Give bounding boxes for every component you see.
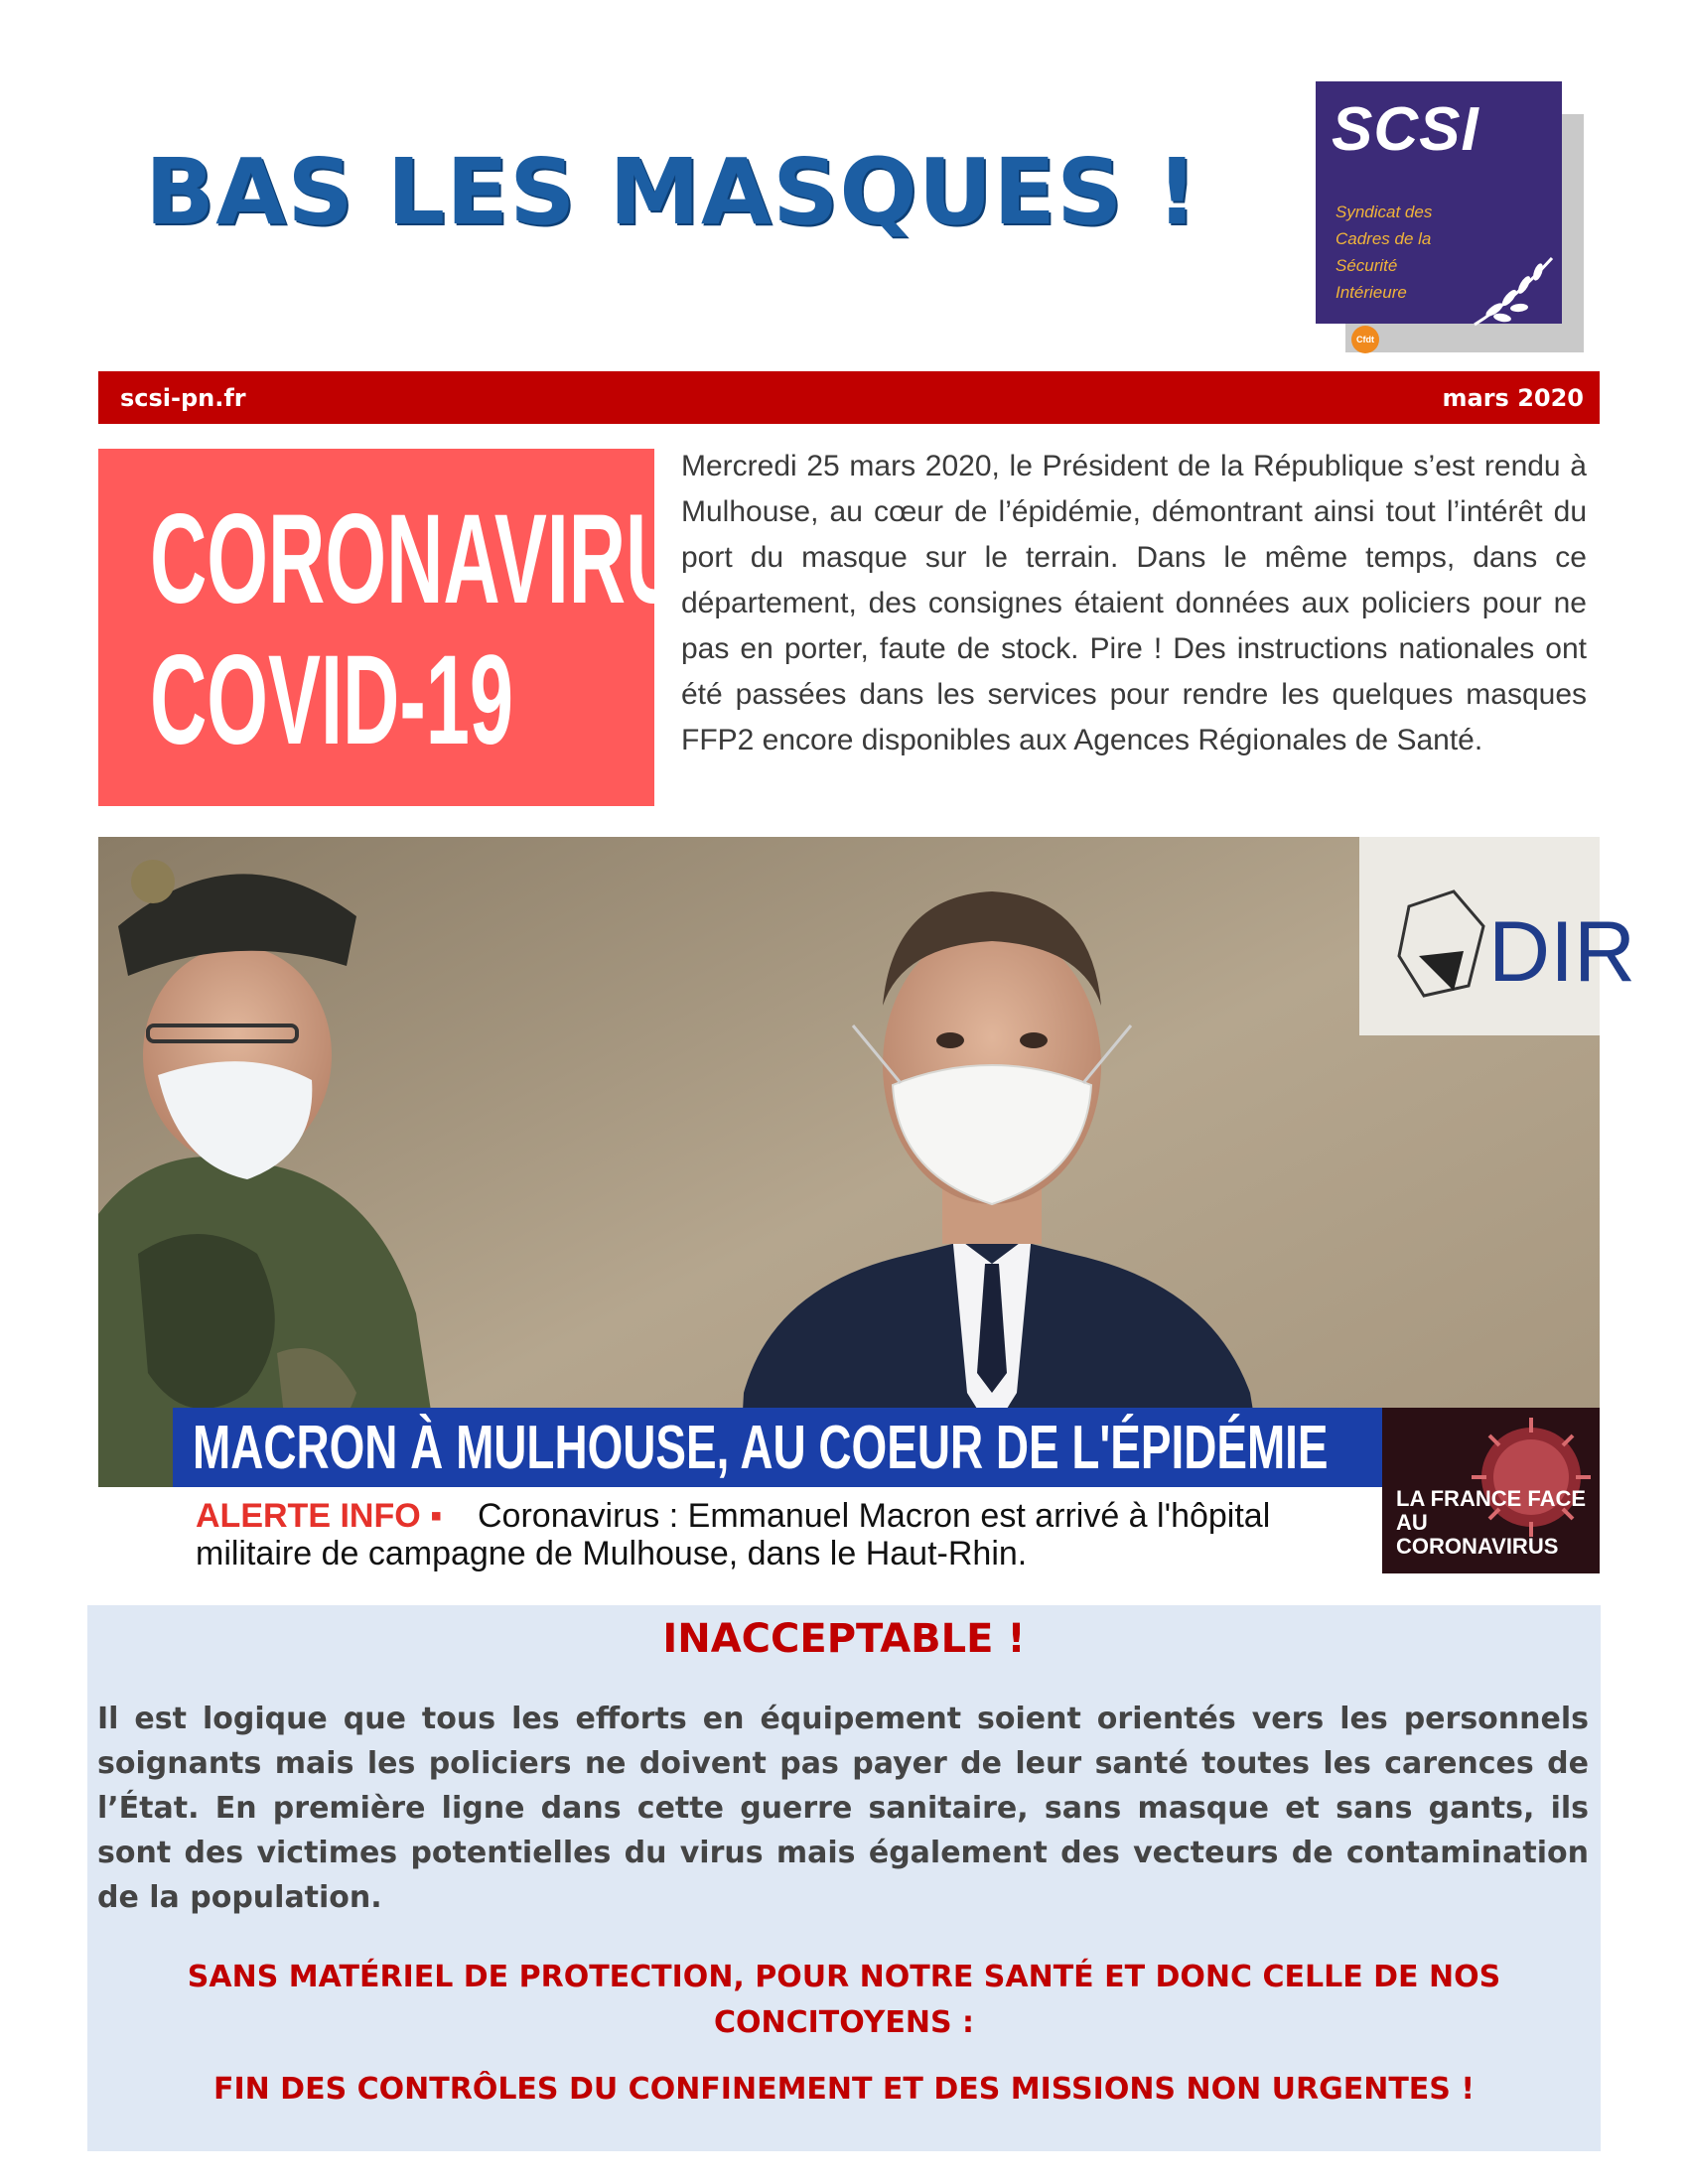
logo-line: Intérieure	[1336, 283, 1407, 302]
callout-demand-1: SANS MATÉRIEL DE PROTECTION, POUR NOTRE SANTÉ ET DONC CELLE DE NOS CONCITOYENS :	[187, 1960, 1501, 2040]
callout-body: Il est logique que tous les efforts en équipement soient orientés vers les personnels soignants mais les policiers ne doivent pas payer de leur santé toutes les carences de l’État. En première ligne dans cette guerre sanitaire, sans masque et sans gants, ils sont des victimes potentielles du virus mais également des vecteurs de contamination de la population.	[97, 1702, 1589, 1915]
tv-headline-text: MACRON À MULHOUSE, AU COEUR DE L'ÉPIDÉMIE	[193, 1414, 1329, 1482]
logo-line: Cadres de la	[1336, 229, 1432, 248]
logo-line: Sécurité	[1336, 256, 1398, 275]
banner-line-1: CORONAVIRUS	[150, 488, 736, 630]
info-bar	[98, 371, 1600, 424]
news-photo	[98, 837, 1636, 1573]
tv-headline-banner	[173, 1408, 1382, 1487]
cfdt-badge: Cfdt	[1351, 326, 1379, 353]
coronavirus-banner	[98, 449, 736, 806]
callout-title: INACCEPTABLE !	[662, 1616, 1026, 1662]
tv-corner-text: LA FRANCE FACE AU CORONAVIRUS	[1396, 1486, 1587, 1559]
tv-corner-badge	[1382, 1408, 1600, 1573]
alert-text-line-1: Coronavirus : Emmanuel Macron est arrivé à l'hôpital	[478, 1497, 1271, 1535]
inacceptable-callout	[87, 1605, 1601, 2151]
logo-acronym: SCSI	[1332, 95, 1479, 164]
website-link[interactable]: scsi-pn.fr	[120, 384, 246, 412]
issue-date: mars 2020	[1442, 384, 1584, 412]
scsi-logo	[1316, 81, 1562, 344]
alert-label: ALERTE INFO ▪	[196, 1497, 443, 1535]
page-headline: BAS LES MASQUES !	[145, 139, 1199, 245]
callout-demand-2: FIN DES CONTRÔLES DU CONFINEMENT ET DES MISSIONS NON URGENTES !	[212, 2072, 1476, 2107]
intro-paragraph: Mercredi 25 mars 2020, le Président de la République s’est rendu à Mulhouse, au cœur de l’épidémie, démontrant ainsi tout l’intérêt du port du masque sur le terrain. Dans le même temps, dans ce département, des consignes étaient données aux policiers pour ne pas en porter, faute de stock. Pire ! Des instructions nationales ont été passées dans les services pour rendre les quelques masques FFP2 encore disponibles aux Agences Régionales de Santé.	[681, 450, 1587, 756]
laurel-icon	[1465, 250, 1559, 330]
logo-line: Syndicat des	[1336, 203, 1433, 221]
banner-line-2: COVID-19	[150, 629, 514, 771]
sign-text: DIR	[1488, 904, 1636, 1000]
alert-text-line-2: militaire de campagne de Mulhouse, dans le Haut-Rhin.	[196, 1535, 1028, 1572]
tv-info-ticker	[98, 1487, 1382, 1573]
